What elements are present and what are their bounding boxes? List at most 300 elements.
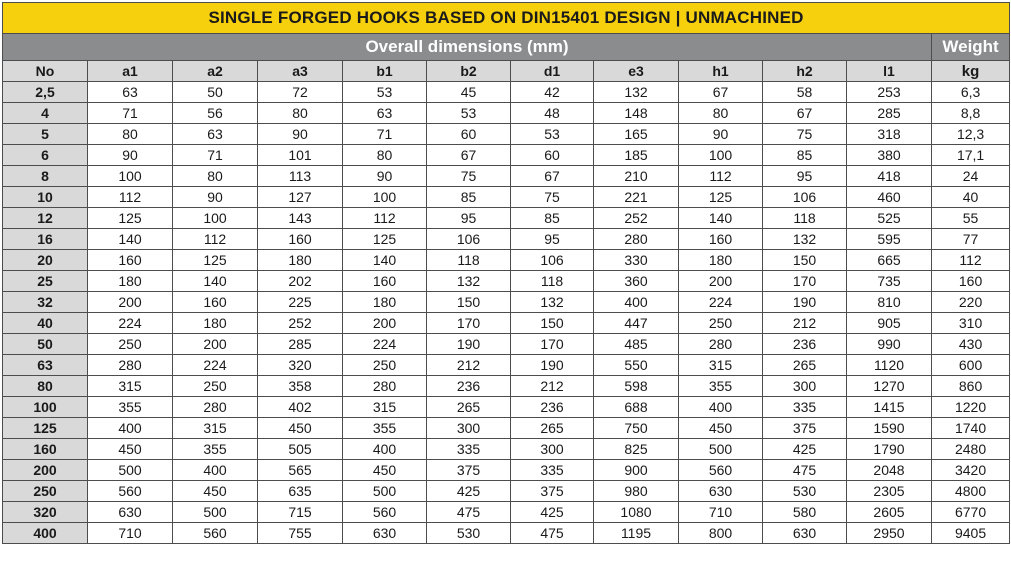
cell-d1: 212 bbox=[511, 376, 594, 397]
cell-l1: 810 bbox=[847, 292, 932, 313]
cell-b1: 450 bbox=[343, 460, 427, 481]
cell-a1: 280 bbox=[88, 355, 173, 376]
cell-h2: 236 bbox=[763, 334, 847, 355]
cell-a2: 125 bbox=[173, 250, 258, 271]
cell-l1: 1415 bbox=[847, 397, 932, 418]
cell-l1: 1270 bbox=[847, 376, 932, 397]
cell-b2: 212 bbox=[427, 355, 511, 376]
cell-h2: 170 bbox=[763, 271, 847, 292]
cell-kg: 430 bbox=[932, 334, 1010, 355]
cell-h1: 160 bbox=[679, 229, 763, 250]
cell-h2: 300 bbox=[763, 376, 847, 397]
cell-a2: 160 bbox=[173, 292, 258, 313]
table-row bbox=[3, 145, 1010, 166]
cell-no: 320 bbox=[3, 502, 88, 523]
cell-b2: 60 bbox=[427, 124, 511, 145]
cell-b2: 265 bbox=[427, 397, 511, 418]
cell-b1: 90 bbox=[343, 166, 427, 187]
table-row bbox=[3, 418, 1010, 439]
table-row bbox=[3, 376, 1010, 397]
cell-a2: 280 bbox=[173, 397, 258, 418]
cell-h2: 580 bbox=[763, 502, 847, 523]
cell-e3: 165 bbox=[594, 124, 679, 145]
cell-b1: 160 bbox=[343, 271, 427, 292]
cell-b2: 85 bbox=[427, 187, 511, 208]
table-row bbox=[3, 250, 1010, 271]
cell-b2: 53 bbox=[427, 103, 511, 124]
cell-b1: 280 bbox=[343, 376, 427, 397]
cell-h1: 180 bbox=[679, 250, 763, 271]
cell-h1: 224 bbox=[679, 292, 763, 313]
cell-no: 25 bbox=[3, 271, 88, 292]
cell-b1: 63 bbox=[343, 103, 427, 124]
cell-kg: 1740 bbox=[932, 418, 1010, 439]
cell-h1: 80 bbox=[679, 103, 763, 124]
cell-no: 4 bbox=[3, 103, 88, 124]
cell-d1: 95 bbox=[511, 229, 594, 250]
cell-kg: 112 bbox=[932, 250, 1010, 271]
cell-l1: 1790 bbox=[847, 439, 932, 460]
cell-h1: 90 bbox=[679, 124, 763, 145]
cell-e3: 252 bbox=[594, 208, 679, 229]
table-row bbox=[3, 397, 1010, 418]
cell-e3: 1195 bbox=[594, 523, 679, 544]
cell-a1: 100 bbox=[88, 166, 173, 187]
cell-d1: 475 bbox=[511, 523, 594, 544]
cell-h1: 200 bbox=[679, 271, 763, 292]
cell-b2: 475 bbox=[427, 502, 511, 523]
cell-b2: 530 bbox=[427, 523, 511, 544]
cell-h2: 475 bbox=[763, 460, 847, 481]
cell-h2: 85 bbox=[763, 145, 847, 166]
cell-h2: 530 bbox=[763, 481, 847, 502]
column-header-a1: a1 bbox=[88, 61, 173, 82]
cell-h1: 710 bbox=[679, 502, 763, 523]
cell-a3: 505 bbox=[258, 439, 343, 460]
cell-l1: 380 bbox=[847, 145, 932, 166]
cell-no: 100 bbox=[3, 397, 88, 418]
cell-a1: 500 bbox=[88, 460, 173, 481]
cell-b1: 630 bbox=[343, 523, 427, 544]
cell-l1: 253 bbox=[847, 82, 932, 103]
cell-a1: 160 bbox=[88, 250, 173, 271]
cell-h1: 100 bbox=[679, 145, 763, 166]
table-row bbox=[3, 481, 1010, 502]
cell-a1: 180 bbox=[88, 271, 173, 292]
cell-a3: 320 bbox=[258, 355, 343, 376]
cell-d1: 335 bbox=[511, 460, 594, 481]
cell-l1: 418 bbox=[847, 166, 932, 187]
cell-b1: 53 bbox=[343, 82, 427, 103]
cell-h1: 280 bbox=[679, 334, 763, 355]
cell-h2: 375 bbox=[763, 418, 847, 439]
cell-h2: 75 bbox=[763, 124, 847, 145]
cell-a3: 202 bbox=[258, 271, 343, 292]
cell-kg: 4800 bbox=[932, 481, 1010, 502]
column-header-b1: b1 bbox=[343, 61, 427, 82]
cell-l1: 1120 bbox=[847, 355, 932, 376]
cell-b2: 95 bbox=[427, 208, 511, 229]
cell-a3: 127 bbox=[258, 187, 343, 208]
cell-no: 400 bbox=[3, 523, 88, 544]
cell-h1: 315 bbox=[679, 355, 763, 376]
cell-d1: 170 bbox=[511, 334, 594, 355]
cell-a2: 450 bbox=[173, 481, 258, 502]
cell-no: 63 bbox=[3, 355, 88, 376]
cell-kg: 77 bbox=[932, 229, 1010, 250]
cell-b2: 300 bbox=[427, 418, 511, 439]
cell-h2: 95 bbox=[763, 166, 847, 187]
cell-a3: 113 bbox=[258, 166, 343, 187]
table-row bbox=[3, 229, 1010, 250]
cell-no: 16 bbox=[3, 229, 88, 250]
cell-kg: 55 bbox=[932, 208, 1010, 229]
cell-d1: 300 bbox=[511, 439, 594, 460]
cell-a1: 140 bbox=[88, 229, 173, 250]
cell-a2: 180 bbox=[173, 313, 258, 334]
cell-a3: 635 bbox=[258, 481, 343, 502]
column-header-no: No bbox=[3, 61, 88, 82]
cell-e3: 550 bbox=[594, 355, 679, 376]
cell-b1: 80 bbox=[343, 145, 427, 166]
cell-h1: 67 bbox=[679, 82, 763, 103]
cell-d1: 106 bbox=[511, 250, 594, 271]
cell-h1: 630 bbox=[679, 481, 763, 502]
cell-d1: 265 bbox=[511, 418, 594, 439]
cell-kg: 600 bbox=[932, 355, 1010, 376]
cell-l1: 525 bbox=[847, 208, 932, 229]
cell-e3: 750 bbox=[594, 418, 679, 439]
cell-b2: 150 bbox=[427, 292, 511, 313]
cell-kg: 2480 bbox=[932, 439, 1010, 460]
cell-d1: 150 bbox=[511, 313, 594, 334]
cell-b1: 250 bbox=[343, 355, 427, 376]
table-row bbox=[3, 460, 1010, 481]
cell-e3: 485 bbox=[594, 334, 679, 355]
cell-a3: 160 bbox=[258, 229, 343, 250]
cell-e3: 280 bbox=[594, 229, 679, 250]
cell-b2: 425 bbox=[427, 481, 511, 502]
cell-a3: 225 bbox=[258, 292, 343, 313]
table-row bbox=[3, 124, 1010, 145]
cell-b1: 400 bbox=[343, 439, 427, 460]
cell-b1: 71 bbox=[343, 124, 427, 145]
cell-b1: 315 bbox=[343, 397, 427, 418]
cell-l1: 285 bbox=[847, 103, 932, 124]
cell-a2: 71 bbox=[173, 145, 258, 166]
cell-h2: 132 bbox=[763, 229, 847, 250]
cell-b2: 132 bbox=[427, 271, 511, 292]
cell-a3: 101 bbox=[258, 145, 343, 166]
cell-no: 10 bbox=[3, 187, 88, 208]
cell-b2: 190 bbox=[427, 334, 511, 355]
cell-no: 80 bbox=[3, 376, 88, 397]
cell-a2: 140 bbox=[173, 271, 258, 292]
cell-h2: 118 bbox=[763, 208, 847, 229]
cell-a1: 90 bbox=[88, 145, 173, 166]
cell-l1: 318 bbox=[847, 124, 932, 145]
cell-h1: 140 bbox=[679, 208, 763, 229]
cell-no: 250 bbox=[3, 481, 88, 502]
cell-l1: 2305 bbox=[847, 481, 932, 502]
cell-h1: 400 bbox=[679, 397, 763, 418]
cell-a2: 355 bbox=[173, 439, 258, 460]
cell-h2: 212 bbox=[763, 313, 847, 334]
cell-a1: 80 bbox=[88, 124, 173, 145]
cell-a2: 112 bbox=[173, 229, 258, 250]
cell-kg: 12,3 bbox=[932, 124, 1010, 145]
cell-e3: 360 bbox=[594, 271, 679, 292]
cell-l1: 2048 bbox=[847, 460, 932, 481]
cell-a3: 715 bbox=[258, 502, 343, 523]
cell-l1: 460 bbox=[847, 187, 932, 208]
cell-h1: 125 bbox=[679, 187, 763, 208]
table-body bbox=[3, 82, 1010, 544]
cell-b2: 75 bbox=[427, 166, 511, 187]
cell-d1: 132 bbox=[511, 292, 594, 313]
table-row bbox=[3, 103, 1010, 124]
cell-e3: 148 bbox=[594, 103, 679, 124]
cell-kg: 40 bbox=[932, 187, 1010, 208]
cell-a3: 252 bbox=[258, 313, 343, 334]
cell-kg: 220 bbox=[932, 292, 1010, 313]
cell-a1: 355 bbox=[88, 397, 173, 418]
cell-h2: 335 bbox=[763, 397, 847, 418]
cell-a3: 72 bbox=[258, 82, 343, 103]
cell-no: 50 bbox=[3, 334, 88, 355]
cell-a1: 63 bbox=[88, 82, 173, 103]
cell-a2: 50 bbox=[173, 82, 258, 103]
cell-d1: 53 bbox=[511, 124, 594, 145]
table-row bbox=[3, 166, 1010, 187]
cell-l1: 735 bbox=[847, 271, 932, 292]
column-header-h1: h1 bbox=[679, 61, 763, 82]
cell-b2: 106 bbox=[427, 229, 511, 250]
cell-h1: 112 bbox=[679, 166, 763, 187]
cell-a2: 80 bbox=[173, 166, 258, 187]
cell-b1: 140 bbox=[343, 250, 427, 271]
cell-d1: 60 bbox=[511, 145, 594, 166]
cell-kg: 160 bbox=[932, 271, 1010, 292]
cell-a2: 315 bbox=[173, 418, 258, 439]
table-row bbox=[3, 334, 1010, 355]
cell-e3: 447 bbox=[594, 313, 679, 334]
cell-d1: 236 bbox=[511, 397, 594, 418]
cell-d1: 425 bbox=[511, 502, 594, 523]
cell-a1: 560 bbox=[88, 481, 173, 502]
cell-kg: 6770 bbox=[932, 502, 1010, 523]
cell-e3: 210 bbox=[594, 166, 679, 187]
cell-b2: 236 bbox=[427, 376, 511, 397]
cell-no: 2,5 bbox=[3, 82, 88, 103]
cell-a1: 250 bbox=[88, 334, 173, 355]
cell-h1: 250 bbox=[679, 313, 763, 334]
cell-l1: 2950 bbox=[847, 523, 932, 544]
table-row bbox=[3, 313, 1010, 334]
cell-a2: 90 bbox=[173, 187, 258, 208]
cell-h2: 106 bbox=[763, 187, 847, 208]
column-header-a2: a2 bbox=[173, 61, 258, 82]
cell-b2: 67 bbox=[427, 145, 511, 166]
cell-h1: 450 bbox=[679, 418, 763, 439]
cell-a2: 100 bbox=[173, 208, 258, 229]
cell-h1: 800 bbox=[679, 523, 763, 544]
table-row bbox=[3, 502, 1010, 523]
cell-a3: 143 bbox=[258, 208, 343, 229]
cell-l1: 595 bbox=[847, 229, 932, 250]
cell-b2: 118 bbox=[427, 250, 511, 271]
table-row bbox=[3, 523, 1010, 544]
cell-a3: 90 bbox=[258, 124, 343, 145]
cell-a2: 500 bbox=[173, 502, 258, 523]
cell-e3: 1080 bbox=[594, 502, 679, 523]
cell-a2: 200 bbox=[173, 334, 258, 355]
cell-d1: 48 bbox=[511, 103, 594, 124]
cell-b2: 170 bbox=[427, 313, 511, 334]
cell-d1: 75 bbox=[511, 187, 594, 208]
column-header-kg: kg bbox=[932, 61, 1010, 82]
cell-b1: 355 bbox=[343, 418, 427, 439]
cell-a3: 565 bbox=[258, 460, 343, 481]
cell-kg: 1220 bbox=[932, 397, 1010, 418]
cell-l1: 665 bbox=[847, 250, 932, 271]
cell-b1: 100 bbox=[343, 187, 427, 208]
hook-dimensions-table bbox=[2, 2, 1010, 544]
dimensions-group-header: Overall dimensions (mm) bbox=[3, 34, 932, 61]
cell-no: 200 bbox=[3, 460, 88, 481]
table-row bbox=[3, 187, 1010, 208]
cell-a3: 358 bbox=[258, 376, 343, 397]
cell-d1: 85 bbox=[511, 208, 594, 229]
cell-no: 20 bbox=[3, 250, 88, 271]
cell-e3: 185 bbox=[594, 145, 679, 166]
cell-a1: 71 bbox=[88, 103, 173, 124]
cell-l1: 990 bbox=[847, 334, 932, 355]
cell-a3: 402 bbox=[258, 397, 343, 418]
column-header-a3: a3 bbox=[258, 61, 343, 82]
table-row bbox=[3, 82, 1010, 103]
cell-a1: 125 bbox=[88, 208, 173, 229]
cell-no: 32 bbox=[3, 292, 88, 313]
cell-b1: 112 bbox=[343, 208, 427, 229]
cell-a3: 80 bbox=[258, 103, 343, 124]
cell-e3: 688 bbox=[594, 397, 679, 418]
cell-kg: 24 bbox=[932, 166, 1010, 187]
cell-l1: 905 bbox=[847, 313, 932, 334]
column-header-b2: b2 bbox=[427, 61, 511, 82]
cell-d1: 190 bbox=[511, 355, 594, 376]
cell-b1: 200 bbox=[343, 313, 427, 334]
cell-e3: 132 bbox=[594, 82, 679, 103]
cell-a2: 250 bbox=[173, 376, 258, 397]
cell-b2: 335 bbox=[427, 439, 511, 460]
column-header-l1: l1 bbox=[847, 61, 932, 82]
cell-b1: 125 bbox=[343, 229, 427, 250]
cell-no: 160 bbox=[3, 439, 88, 460]
cell-d1: 42 bbox=[511, 82, 594, 103]
column-header-h2: h2 bbox=[763, 61, 847, 82]
cell-a3: 285 bbox=[258, 334, 343, 355]
cell-b1: 224 bbox=[343, 334, 427, 355]
column-header-e3: e3 bbox=[594, 61, 679, 82]
table-row bbox=[3, 355, 1010, 376]
cell-h2: 150 bbox=[763, 250, 847, 271]
cell-b2: 375 bbox=[427, 460, 511, 481]
cell-a3: 450 bbox=[258, 418, 343, 439]
cell-kg: 860 bbox=[932, 376, 1010, 397]
cell-b2: 45 bbox=[427, 82, 511, 103]
cell-l1: 2605 bbox=[847, 502, 932, 523]
cell-kg: 9405 bbox=[932, 523, 1010, 544]
cell-d1: 375 bbox=[511, 481, 594, 502]
cell-h2: 630 bbox=[763, 523, 847, 544]
cell-b1: 560 bbox=[343, 502, 427, 523]
cell-e3: 400 bbox=[594, 292, 679, 313]
cell-a1: 200 bbox=[88, 292, 173, 313]
cell-a2: 56 bbox=[173, 103, 258, 124]
cell-a2: 560 bbox=[173, 523, 258, 544]
cell-no: 125 bbox=[3, 418, 88, 439]
cell-d1: 67 bbox=[511, 166, 594, 187]
cell-b1: 180 bbox=[343, 292, 427, 313]
cell-e3: 330 bbox=[594, 250, 679, 271]
cell-kg: 310 bbox=[932, 313, 1010, 334]
cell-a1: 450 bbox=[88, 439, 173, 460]
table-title: SINGLE FORGED HOOKS BASED ON DIN15401 DESIGN | UNMACHINED bbox=[3, 3, 1010, 34]
cell-a1: 224 bbox=[88, 313, 173, 334]
cell-no: 8 bbox=[3, 166, 88, 187]
cell-no: 12 bbox=[3, 208, 88, 229]
cell-d1: 118 bbox=[511, 271, 594, 292]
cell-kg: 6,3 bbox=[932, 82, 1010, 103]
cell-a1: 710 bbox=[88, 523, 173, 544]
cell-h2: 425 bbox=[763, 439, 847, 460]
spec-sheet bbox=[2, 2, 1009, 558]
cell-kg: 17,1 bbox=[932, 145, 1010, 166]
column-header-row bbox=[3, 61, 1010, 82]
cell-e3: 980 bbox=[594, 481, 679, 502]
cell-h2: 67 bbox=[763, 103, 847, 124]
cell-a3: 755 bbox=[258, 523, 343, 544]
table-row bbox=[3, 208, 1010, 229]
cell-no: 5 bbox=[3, 124, 88, 145]
cell-a3: 180 bbox=[258, 250, 343, 271]
cell-e3: 598 bbox=[594, 376, 679, 397]
table-row bbox=[3, 271, 1010, 292]
cell-l1: 1590 bbox=[847, 418, 932, 439]
cell-a1: 630 bbox=[88, 502, 173, 523]
cell-b1: 500 bbox=[343, 481, 427, 502]
table-row bbox=[3, 439, 1010, 460]
cell-e3: 825 bbox=[594, 439, 679, 460]
cell-h1: 500 bbox=[679, 439, 763, 460]
cell-h2: 265 bbox=[763, 355, 847, 376]
cell-a1: 315 bbox=[88, 376, 173, 397]
cell-a1: 400 bbox=[88, 418, 173, 439]
table-row bbox=[3, 292, 1010, 313]
cell-no: 40 bbox=[3, 313, 88, 334]
cell-h1: 560 bbox=[679, 460, 763, 481]
cell-h2: 58 bbox=[763, 82, 847, 103]
cell-e3: 221 bbox=[594, 187, 679, 208]
cell-h2: 190 bbox=[763, 292, 847, 313]
cell-kg: 8,8 bbox=[932, 103, 1010, 124]
column-header-d1: d1 bbox=[511, 61, 594, 82]
cell-a1: 112 bbox=[88, 187, 173, 208]
cell-kg: 3420 bbox=[932, 460, 1010, 481]
cell-h1: 355 bbox=[679, 376, 763, 397]
weight-group-header: Weight bbox=[932, 34, 1010, 61]
